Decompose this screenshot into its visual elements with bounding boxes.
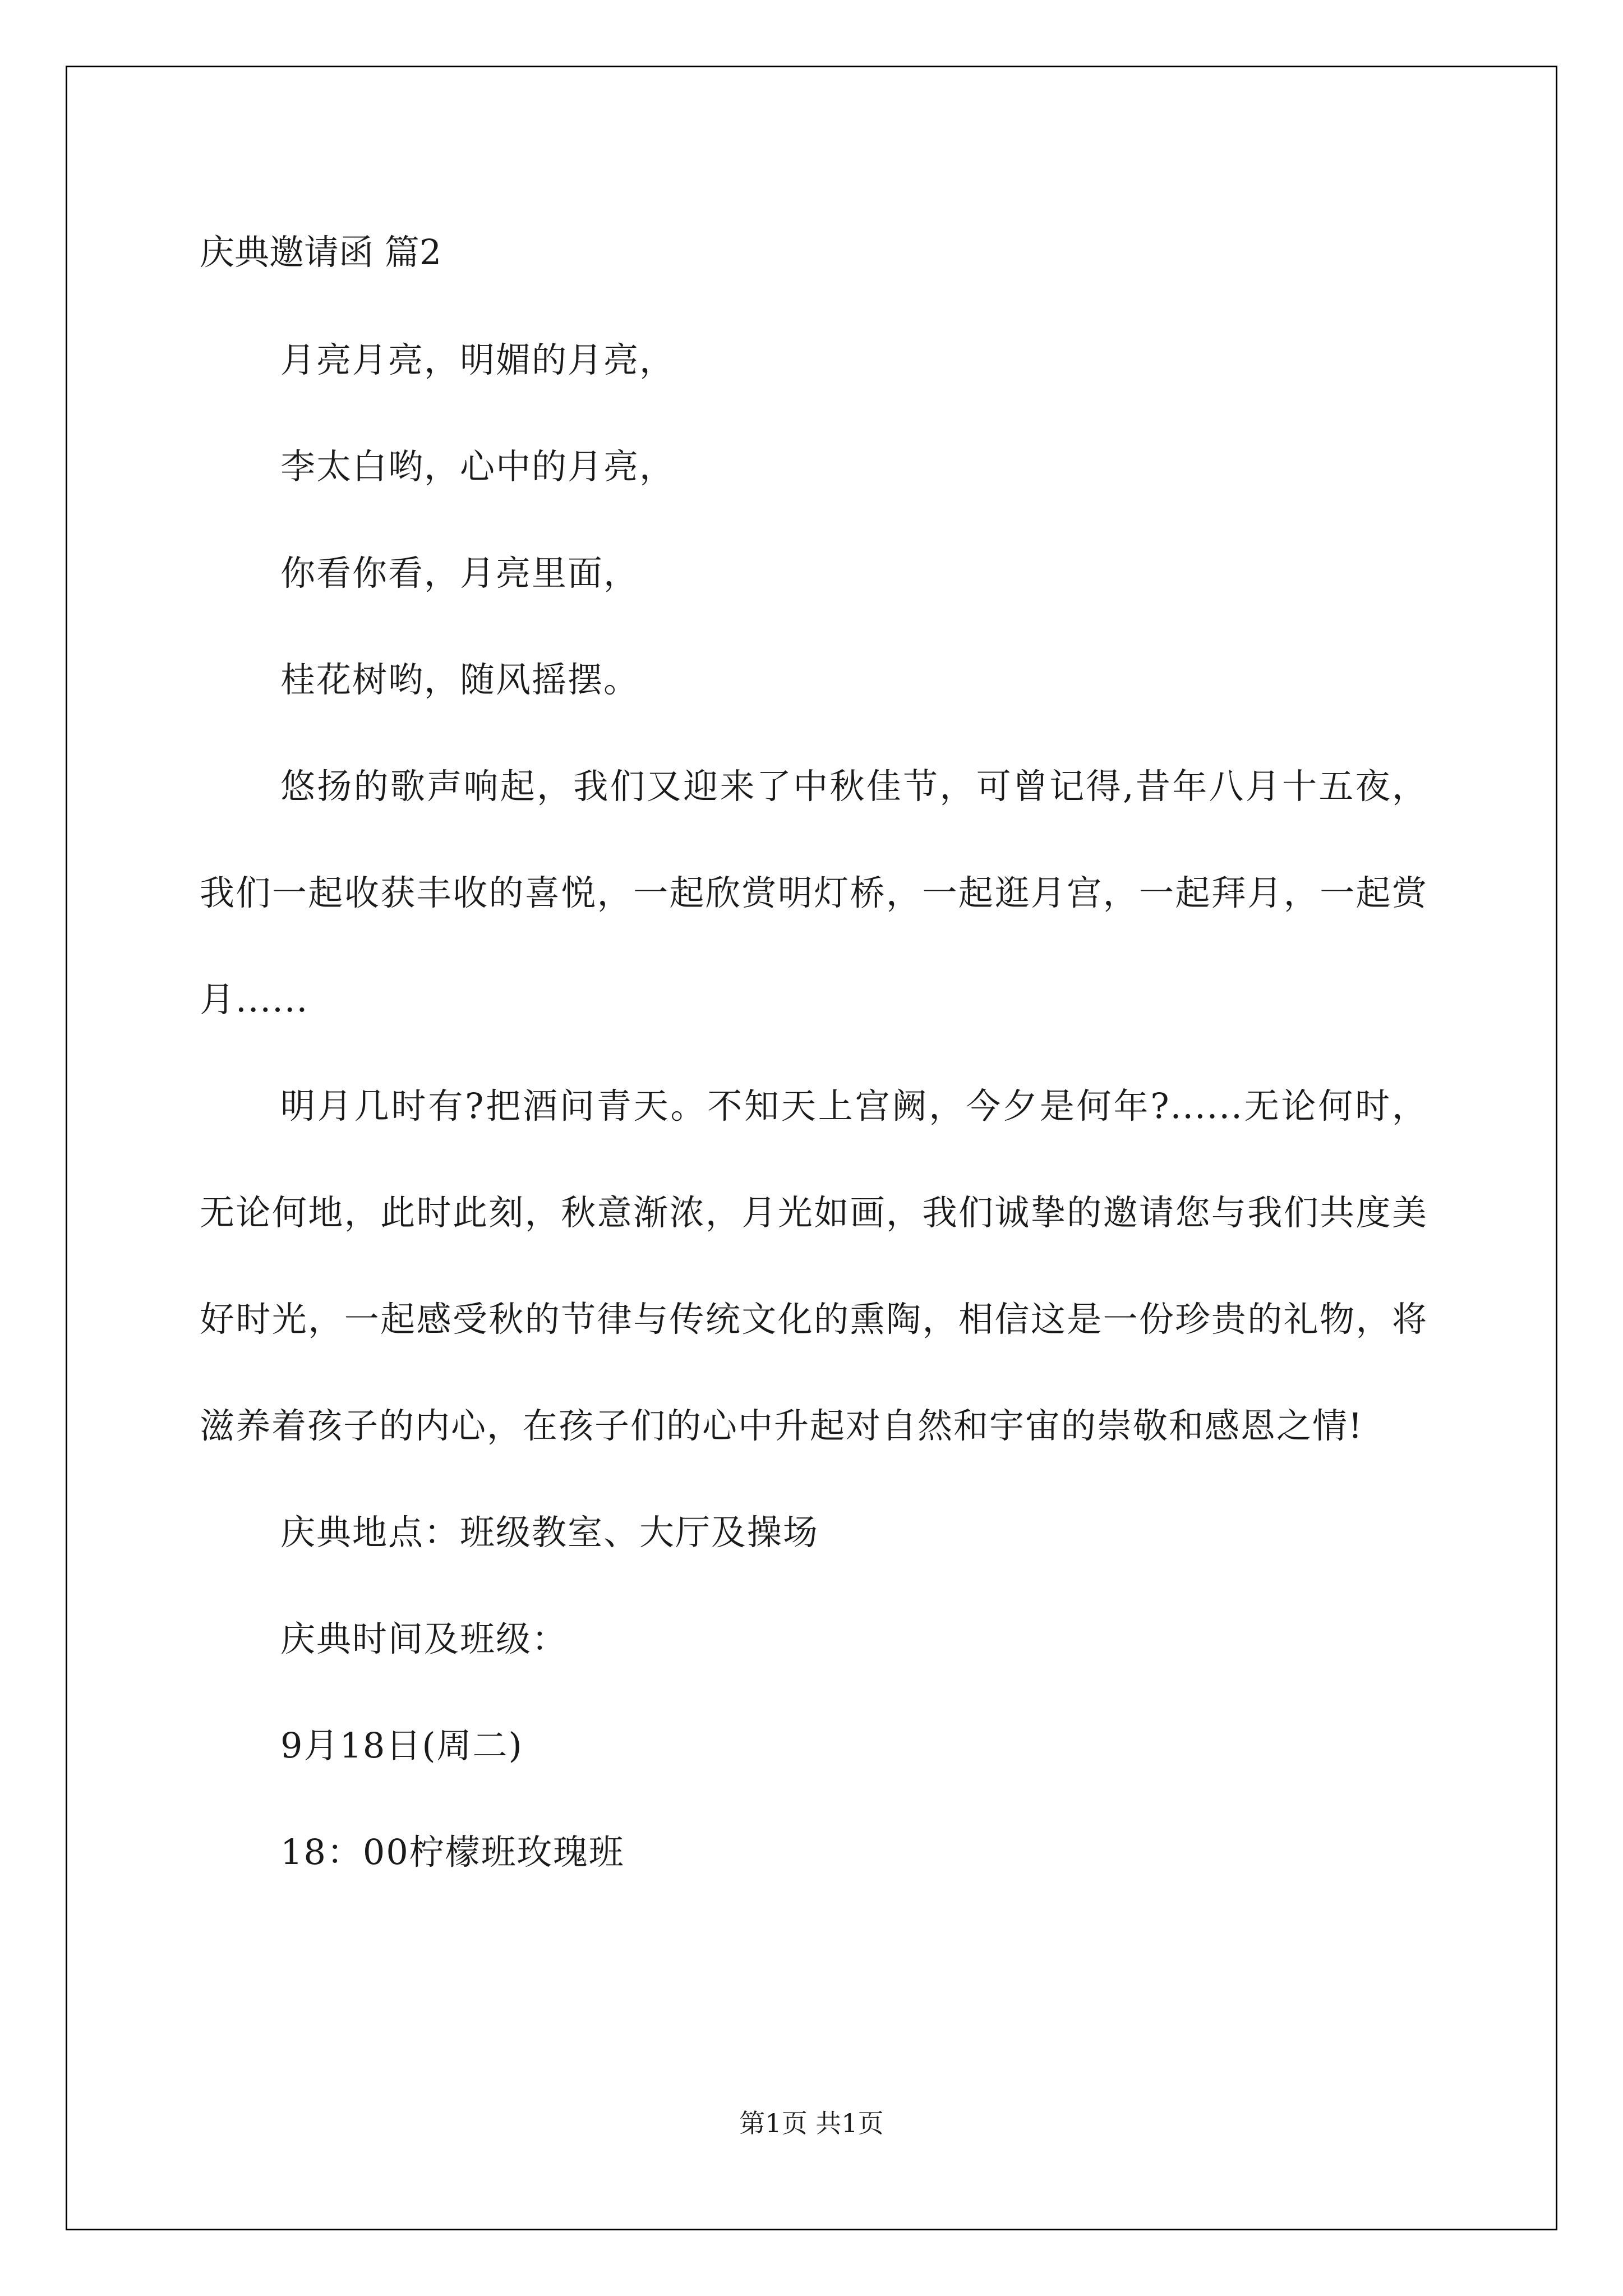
event-date: 9月18日(周二) <box>280 1725 523 1766</box>
paragraph-invitation: 明月几时有?把酒问青天。不知天上宫阙，今夕是何年?......无论何时，无论何地，此时此刻，秋意渐浓，月光如画，我们诚挚的邀请您与我们共度美好时光，一起感受秋的节律与传统文化的熏陶，相信这是一份珍贵的礼物，将滋养着孩子的内心，在孩子们的心中升起对自然和宇宙的崇敬和感恩之情! <box>200 1085 1428 1446</box>
document-body <box>200 219 1428 1906</box>
poem-line-2: 李太白哟，心中的月亮， <box>280 446 676 487</box>
event-location: 庆典地点：班级教室、大厅及操场 <box>280 1512 819 1553</box>
page-footer: 第1页 共1页 <box>739 2108 884 2138</box>
event-time-heading: 庆典时间及班级： <box>280 1618 568 1659</box>
poem-line-1: 月亮月亮，明媚的月亮， <box>280 339 676 380</box>
event-schedule: 18：00柠檬班玫瑰班 <box>280 1832 625 1872</box>
paragraph-festival-memory: 悠扬的歌声响起，我们又迎来了中秋佳节，可曾记得,昔年八月十五夜，我们一起收获丰收的喜悦，一起欣赏明灯桥，一起逛月宫，一起拜月，一起赏月...... <box>200 766 1428 1020</box>
document-title: 庆典邀请函 篇2 <box>200 232 442 273</box>
poem-line-4: 桂花树哟，随风摇摆。 <box>280 659 640 700</box>
poem-line-3: 你看你看，月亮里面， <box>280 553 640 593</box>
